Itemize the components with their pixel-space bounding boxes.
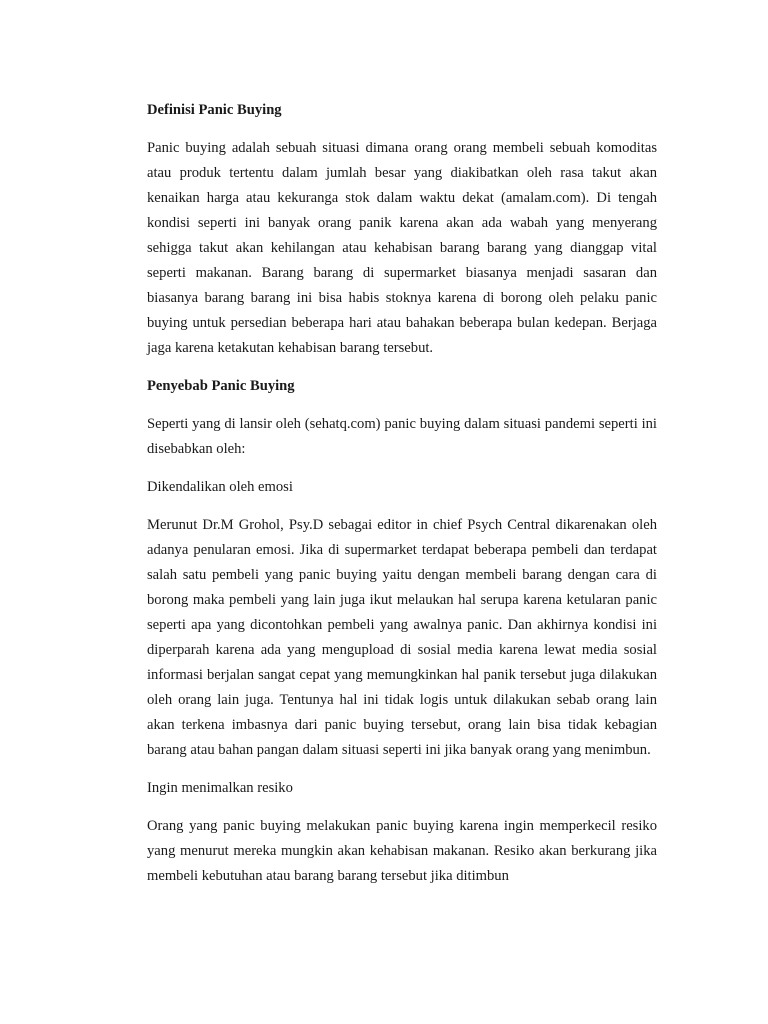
paragraph-emosi: Merunut Dr.M Grohol, Psy.D sebagai editor in chief Psych Central dikarenakan oleh adanya penularan emosi. Jika di supermarket terdapat beberapa pembeli dan terdapat salah satu pembeli yang panic buying yaitu dengan membeli barang dengan cara di borong maka pembeli yang lain juga ikut melaukan hal serupa karena ketularan panic seperti apa yang dicontohkan pembeli yang awalnya panic. Dan akhirnya kondisi ini diperparah karena ada yang mengupload di sosial media karena lewat media sosial informasi berjalan sangat cepat yang memungkinkan hal panik tersebut juga dilakukan oleh orang lain juga. Tentunya hal ini tidak logis untuk dilakukan sebab orang lain akan terkena imbasnya dari panic buying tersebut, orang lain bisa tidak kebagian barang atau bahan pangan dalam situasi seperti ini jika banyak orang yang menimbun. — [147, 517, 657, 758]
paragraph-definisi: Panic buying adalah sebuah situasi dimana orang orang membeli sebuah komoditas atau produk tertentu dalam jumlah besar yang diakibatkan oleh rasa takut akan kenaikan harga atau kekuranga stok dalam waktu dekat (amalam.com). Di tengah kondisi seperti ini banyak orang panik karena akan ada wabah yang menyerang sehigga takut akan kehilangan atau kehabisan barang barang yang dianggap vital seperti makanan. Barang barang di supermarket biasanya menjadi sasaran dan biasanya barang barang ini bisa habis stoknya karena di borong oleh pelaku panic buying untuk persedian beberapa hari atau bahakan beberapa bulan kedepan. Berjaga jaga karena ketakutan kehabisan barang tersebut. — [147, 140, 657, 356]
paragraph-resiko: Orang yang panic buying melakukan panic buying karena ingin memperkecil resiko yang menurut mereka mungkin akan kehabisan makanan. Resiko akan berkurang jika membeli kebutuhan atau barang barang tersebut jika ditimbun — [147, 818, 657, 884]
document-page — [147, 98, 657, 902]
subheading-emosi: Dikendalikan oleh emosi — [147, 479, 293, 495]
paragraph-penyebab-intro: Seperti yang di lansir oleh (sehatq.com) panic buying dalam situasi pandemi seperti ini disebabkan oleh: — [147, 416, 657, 457]
subheading-resiko: Ingin menimalkan resiko — [147, 780, 293, 796]
section-heading-penyebab: Penyebab Panic Buying — [147, 378, 295, 394]
section-heading-definisi: Definisi Panic Buying — [147, 102, 282, 118]
